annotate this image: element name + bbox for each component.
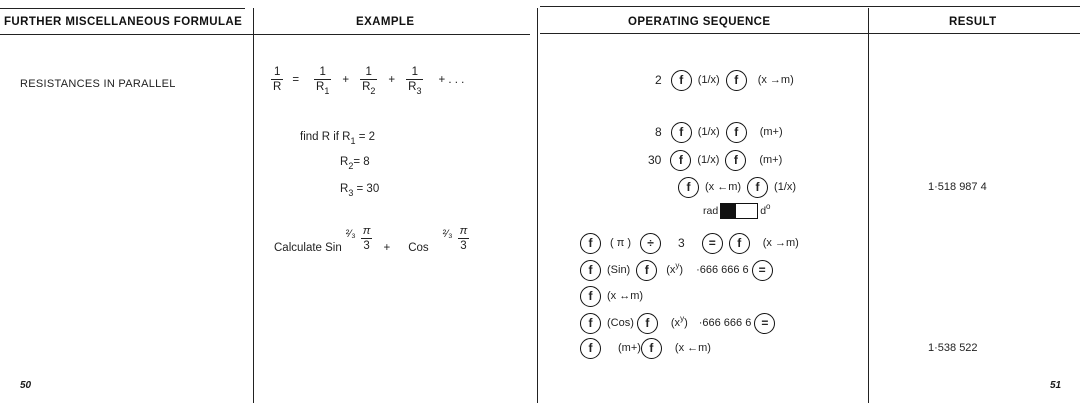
f-key[interactable]: f [580, 313, 601, 334]
f-key[interactable]: f [637, 313, 658, 334]
seq-row-6: f (Sin) f $(x^y)$ ·666 666 6 = [580, 258, 776, 282]
f-key[interactable]: f [636, 260, 657, 281]
result-2: 1·538 522 [928, 342, 978, 354]
f-key[interactable]: f [671, 70, 692, 91]
equals-key[interactable]: = [752, 260, 773, 281]
f-key[interactable]: f [670, 150, 691, 171]
rad-deg-switch[interactable] [720, 203, 758, 219]
page-number-left: 50 [20, 380, 32, 391]
calculate-expression: Calculate Sin ²⁄₃ $\frac{\pi}{3}$ + Cos ²⁄₃ $\frac{\pi}{3}$ [274, 225, 468, 254]
header-example: EXAMPLE [356, 16, 415, 28]
fraction-pi-over-3: $\frac{\pi}{3}$ [362, 225, 371, 252]
divider-1 [253, 8, 254, 403]
seq-row-2: 8 f (1/x) f (m+) [652, 120, 786, 144]
header-operating-sequence: OPERATING SEQUENCE [628, 16, 771, 28]
seq-row-7: f (x ↔m) [580, 284, 646, 308]
parallel-formula: $\frac{1}{R}$ = $\frac{1}{R_1}$ + $\frac{1}{R_2}$ + $\frac{1}{R_3}$ + . . . [273, 66, 465, 96]
f-key[interactable]: f [580, 260, 601, 281]
page-number-right: 51 [1050, 380, 1062, 391]
f-key[interactable]: f [671, 122, 692, 143]
seq-row-4: f (x ←m) f (1/x) [675, 175, 799, 199]
topic-title: RESISTANCES IN PARALLEL [20, 78, 176, 90]
equals-key[interactable]: = [702, 233, 723, 254]
f-key[interactable]: f [725, 150, 746, 171]
seq-row-9: f (m+) f (x ←m) [580, 336, 714, 360]
header-rule-right [540, 6, 1080, 7]
fraction-1-over-r3: $\frac{1}{R_3}$ [408, 66, 422, 96]
angle-mode-switch: rad d o [703, 201, 771, 217]
f-key[interactable]: f [747, 177, 768, 198]
seq-row-1: 2 f (1/x) f (x →m) [652, 68, 797, 92]
f-key[interactable]: f [580, 338, 601, 359]
seq-row-3: 30 f (1/x) f (m+) [645, 148, 785, 172]
f-key[interactable]: f [678, 177, 699, 198]
header-rule-bottom-right [540, 33, 1080, 34]
divider-2 [537, 8, 538, 403]
fraction-1-over-r1: $\frac{1}{R_1}$ [316, 66, 330, 96]
divider-3 [868, 8, 869, 403]
header-rule-left [0, 8, 245, 9]
seq-row-5: f ( π ) ÷ 3 = f (x →m) [580, 231, 802, 255]
f-key[interactable]: f [580, 233, 601, 254]
find-line-3: $R_3 = 30$ [340, 183, 380, 198]
f-key[interactable]: f [729, 233, 750, 254]
header-formulae: FURTHER MISCELLANEOUS FORMULAE [4, 16, 243, 28]
fraction-1-over-r: $\frac{1}{R}$ [273, 66, 282, 93]
fraction-1-over-r2: $\frac{1}{R_2}$ [362, 66, 376, 96]
f-key[interactable]: f [726, 70, 747, 91]
find-line-1: find R if $R_1 = 2$ [300, 131, 376, 146]
seq-row-8: f (Cos) f $(x^y)$ ·666 666 6 = [580, 311, 778, 335]
f-key[interactable]: f [641, 338, 662, 359]
divide-key[interactable]: ÷ [640, 233, 661, 254]
result-1: 1·518 987 4 [928, 181, 987, 193]
equals-key[interactable]: = [754, 313, 775, 334]
header-result: RESULT [949, 16, 997, 28]
find-line-2: $R_2= 8$ [340, 156, 370, 171]
f-key[interactable]: f [580, 286, 601, 307]
header-rule-bottom-left [0, 34, 530, 35]
fraction-pi-over-3-cos: $\frac{\pi}{3}$ [459, 225, 468, 252]
f-key[interactable]: f [726, 122, 747, 143]
